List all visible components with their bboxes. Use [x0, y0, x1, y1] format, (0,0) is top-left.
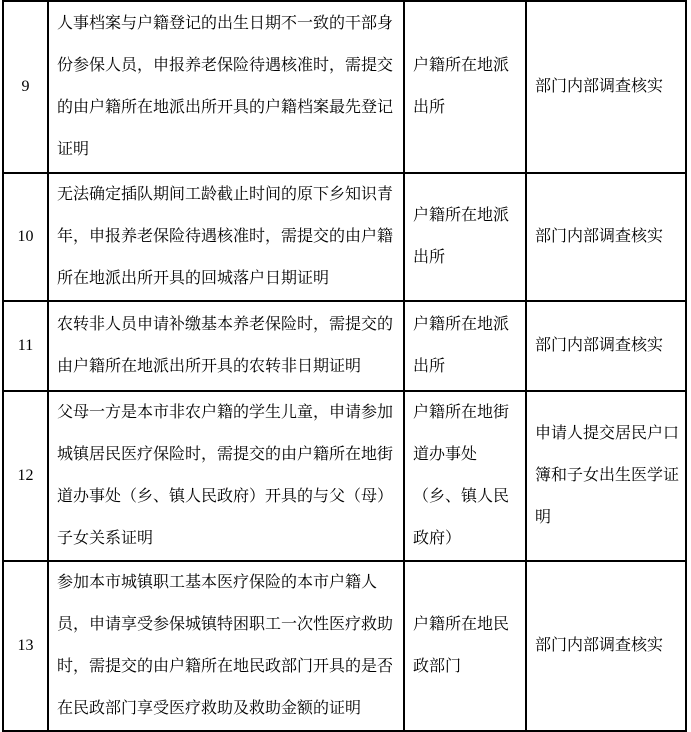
table-row	[3, 301, 686, 391]
issuing-authority-cell: 户籍所在地民政部门	[404, 561, 526, 731]
row-number-cell: 10	[3, 173, 48, 301]
verification-method-cell: 部门内部调查核实	[526, 173, 686, 301]
verification-method-cell: 部门内部调查核实	[526, 1, 686, 173]
issuing-authority-cell: 户籍所在地派出所	[404, 1, 526, 173]
table-row	[3, 1, 686, 173]
item-description-cell: 父母一方是本市非农户籍的学生儿童，申请参加城镇居民医疗保险时，需提交的由户籍所在地街道办事处（乡、镇人民政府）开具的与父（母）子女关系证明	[48, 391, 404, 561]
row-number-cell: 12	[3, 391, 48, 561]
row-number-cell: 13	[3, 561, 48, 731]
item-description-cell: 无法确定插队期间工龄截止时间的原下乡知识青年，申报养老保险待遇核准时，需提交的由户籍所在地派出所开具的回城落户日期证明	[48, 173, 404, 301]
table-row	[3, 561, 686, 731]
verification-method-cell: 部门内部调查核实	[526, 561, 686, 731]
item-description-cell: 人事档案与户籍登记的出生日期不一致的干部身份参保人员，申报养老保险待遇核准时，需提交的由户籍所在地派出所开具的户籍档案最先登记证明	[48, 1, 404, 173]
issuing-authority-cell: 户籍所在地派出所	[404, 301, 526, 391]
issuing-authority-cell: 户籍所在地派出所	[404, 173, 526, 301]
verification-method-cell: 申请人提交居民户口簿和子女出生医学证明	[526, 391, 686, 561]
issuing-authority-cell: 户籍所在地街道办事处（乡、镇人民政府）	[404, 391, 526, 561]
requirements-table	[2, 0, 687, 732]
row-number-cell: 9	[3, 1, 48, 173]
item-description-cell: 农转非人员申请补缴基本养老保险时，需提交的由户籍所在地派出所开具的农转非日期证明	[48, 301, 404, 391]
verification-method-cell: 部门内部调查核实	[526, 301, 686, 391]
row-number-cell: 11	[3, 301, 48, 391]
table-row	[3, 173, 686, 301]
item-description-cell: 参加本市城镇职工基本医疗保险的本市户籍人员，申请享受参保城镇特困职工一次性医疗救助时，需提交的由户籍所在地民政部门开具的是否在民政部门享受医疗救助及救助金额的证明	[48, 561, 404, 731]
table-row	[3, 391, 686, 561]
